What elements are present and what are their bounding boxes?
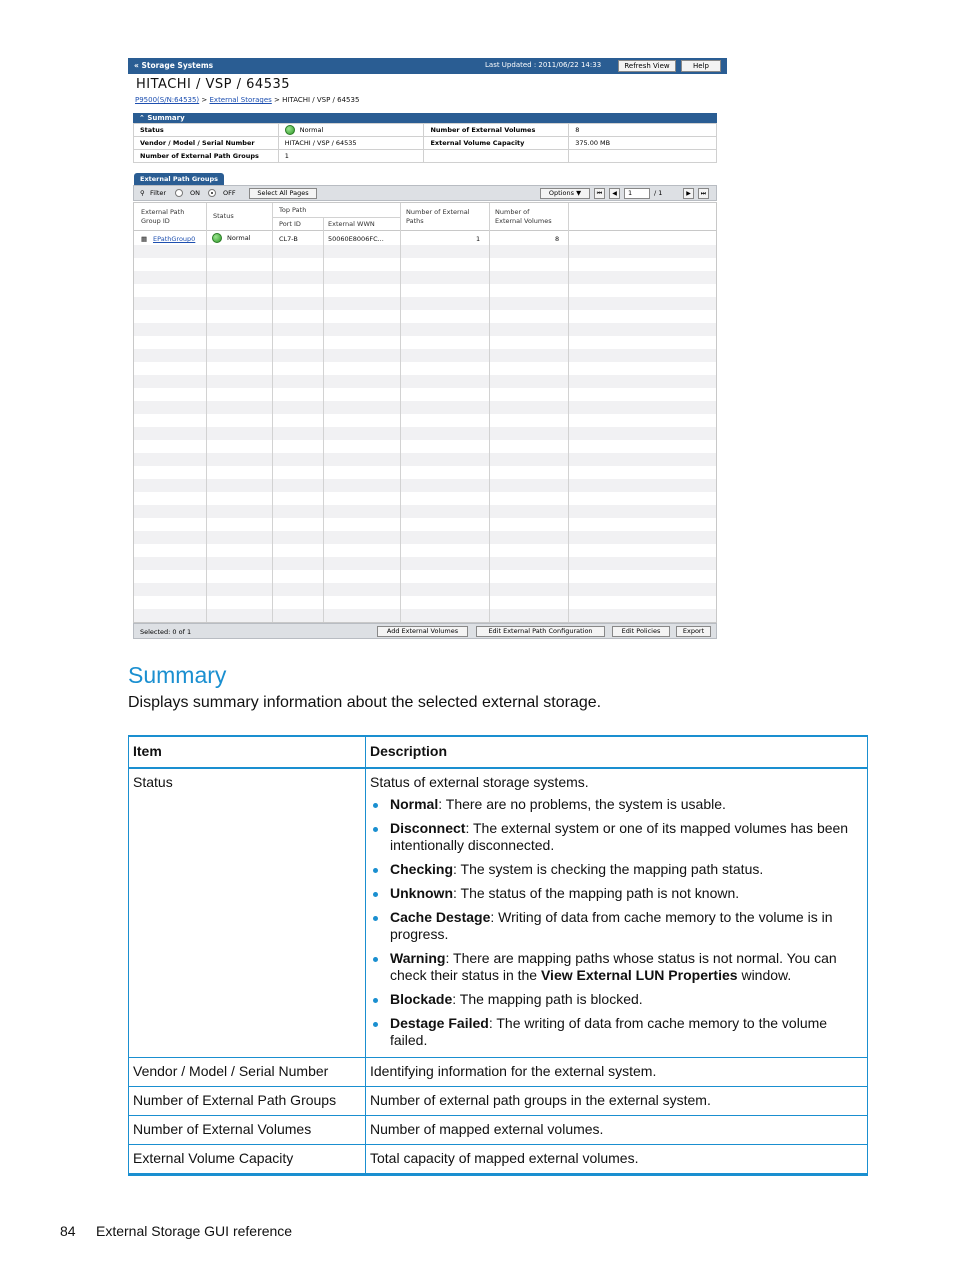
summary-key: [424, 150, 569, 163]
storage-systems-breadcrumb[interactable]: « Storage Systems: [134, 61, 214, 70]
list-item: Warning: There are mapping paths whose status is not normal. You can check their status in the View External LUN Properties window.: [370, 950, 863, 984]
table-row: [129, 1058, 868, 1087]
header-description: Description: [366, 736, 868, 768]
header-item: Item: [129, 736, 366, 768]
selected-count: Selected: 0 of 1: [140, 628, 192, 636]
filter-label: Filter: [150, 189, 167, 197]
summary-row: [134, 124, 717, 137]
navigation-path: [135, 96, 359, 104]
list-item: Destage Failed: The writing of data from cache memory to the volume failed.: [370, 1015, 863, 1049]
column-header-status[interactable]: Status: [213, 212, 234, 220]
table-footer: [133, 623, 717, 639]
select-all-pages-button[interactable]: Select All Pages: [249, 188, 317, 199]
page-total-label: / 1: [654, 189, 663, 197]
filter-off-radio[interactable]: [208, 189, 216, 197]
item-cell: Number of External Volumes: [129, 1116, 366, 1145]
list-item: Disconnect: The external system or one of its mapped volumes has been intentionally disconnected.: [370, 820, 863, 854]
summary-value: HITACHI / VSP / 64535: [278, 137, 424, 150]
table-toolbar: [133, 185, 717, 201]
column-header-port-id[interactable]: Port ID: [279, 220, 301, 228]
summary-row: [134, 137, 717, 150]
add-external-volumes-button[interactable]: Add External Volumes: [377, 626, 468, 637]
summary-panel-title: Summary: [147, 114, 185, 122]
normal-status-icon: [285, 125, 295, 135]
filter-off-label: OFF: [223, 189, 236, 197]
list-item: Unknown: The status of the mapping path is not known.: [370, 885, 863, 902]
summary-value: [569, 150, 717, 163]
table-row: [129, 1087, 868, 1116]
normal-status-icon: [212, 233, 222, 243]
footer-section-title: External Storage GUI reference: [96, 1223, 293, 1239]
description-table: [128, 735, 868, 1176]
path-group-icon: ▦: [141, 235, 148, 243]
description-cell: Total capacity of mapped external volumes.: [366, 1145, 868, 1175]
path-current: > HITACHI / VSP / 64535: [271, 96, 360, 104]
filter-on-radio[interactable]: [175, 189, 183, 197]
item-cell: Status: [129, 768, 366, 1058]
row-status: [212, 233, 251, 243]
last-updated-label: Last Updated : 2011/06/22 14:33: [485, 61, 602, 69]
gui-screenshot: [128, 58, 727, 640]
page-number: 84: [60, 1223, 76, 1239]
path-link-p9500[interactable]: P9500(S/N:64535): [135, 96, 200, 104]
status-list: [370, 796, 863, 1049]
help-button[interactable]: Help: [681, 60, 721, 72]
refresh-view-button[interactable]: Refresh View: [618, 60, 676, 72]
collapse-icon: ⌃: [139, 114, 148, 122]
column-header-number-of-paths[interactable]: Number of External Paths: [406, 208, 470, 225]
table-row: [129, 1145, 868, 1175]
description-cell: Identifying information for the external system.: [366, 1058, 868, 1087]
summary-value: 1: [278, 150, 424, 163]
table-header-row: [129, 736, 868, 768]
description-cell: [366, 768, 868, 1058]
item-cell: Vendor / Model / Serial Number: [129, 1058, 366, 1087]
row-number-of-paths: 1: [476, 235, 481, 243]
column-header-number-of-volumes[interactable]: Number of External Volumes: [495, 208, 552, 225]
intro-paragraph: Displays summary information about the selected external storage.: [128, 694, 602, 711]
filter-on-label: ON: [190, 189, 200, 197]
table-row: [129, 1116, 868, 1145]
description-cell: Number of mapped external volumes.: [366, 1116, 868, 1145]
summary-key: Status: [134, 124, 279, 137]
row-number-of-volumes: 8: [555, 235, 560, 243]
path-separator: >: [199, 96, 210, 104]
row-status-label: Normal: [227, 234, 251, 242]
list-item: Cache Destage: Writing of data from cache memory to the volume is in progress.: [370, 909, 863, 943]
list-item: Normal: There are no problems, the system is usable.: [370, 796, 863, 813]
page-number-input[interactable]: 1: [624, 188, 650, 199]
column-header-top-path: Top Path: [279, 206, 307, 214]
summary-key: Vendor / Model / Serial Number: [134, 137, 279, 150]
first-page-icon[interactable]: ⏮: [594, 188, 605, 199]
edit-external-path-configuration-button[interactable]: Edit External Path Configuration: [476, 626, 605, 637]
item-cell: Number of External Path Groups: [129, 1087, 366, 1116]
filter-icon[interactable]: ⚲: [140, 189, 145, 197]
page-footer: [60, 1223, 292, 1239]
section-heading: Summary: [128, 662, 227, 688]
summary-row: [134, 150, 717, 163]
summary-key: Number of External Path Groups: [134, 150, 279, 163]
column-header-group-id[interactable]: External Path Group ID: [141, 208, 185, 225]
last-page-icon[interactable]: ⏭: [698, 188, 709, 199]
row-external-wwn: 50060E8006FC...: [328, 235, 384, 243]
column-header-external-wwn[interactable]: External WWN: [328, 220, 375, 228]
edit-policies-button[interactable]: Edit Policies: [612, 626, 670, 637]
item-cell: External Volume Capacity: [129, 1145, 366, 1175]
list-item: Checking: The system is checking the mapping path status.: [370, 861, 863, 878]
summary-table: [133, 123, 717, 163]
summary-value: 375.00 MB: [569, 137, 717, 150]
status-description: Status of external storage systems.: [370, 774, 589, 790]
status-value: Normal: [299, 126, 324, 134]
top-bar: [128, 58, 727, 74]
external-path-groups-table: [133, 202, 717, 623]
tab-external-path-groups[interactable]: External Path Groups: [134, 173, 224, 185]
description-cell: Number of external path groups in the external system.: [366, 1087, 868, 1116]
summary-value: [278, 124, 424, 137]
previous-page-icon[interactable]: ◀: [609, 188, 620, 199]
export-button[interactable]: Export: [676, 626, 711, 637]
storage-title: HITACHI / VSP / 64535: [136, 77, 291, 92]
row-port-id: CL7-B: [279, 235, 298, 243]
table-row: [129, 768, 868, 1058]
summary-key: Number of External Volumes: [424, 124, 569, 137]
summary-key: External Volume Capacity: [424, 137, 569, 150]
path-link-external-storages[interactable]: External Storages: [209, 96, 272, 104]
next-page-icon[interactable]: ▶: [683, 188, 694, 199]
path-group-link[interactable]: EPathGroup0: [153, 235, 196, 243]
summary-value: 8: [569, 124, 717, 137]
list-item: Blockade: The mapping path is blocked.: [370, 991, 863, 1008]
options-dropdown[interactable]: Options ▼: [540, 188, 590, 199]
